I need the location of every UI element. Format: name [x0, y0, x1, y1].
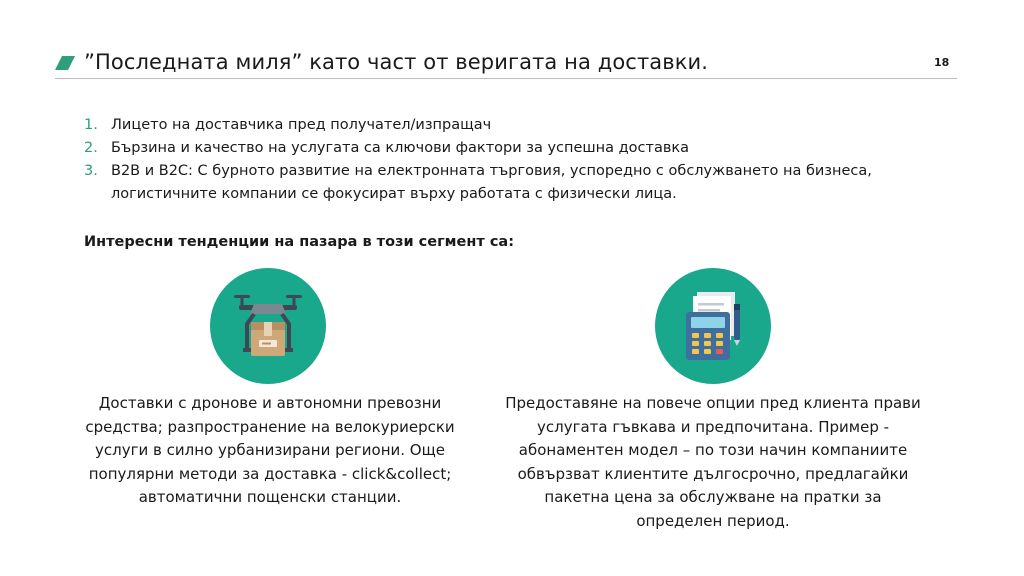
terminal-icon-circle	[655, 268, 771, 384]
list-item-text: Бързина и качество на услугата са ключови фактори за успешна доставка	[111, 140, 690, 156]
list-item-number: 2.	[84, 140, 98, 156]
list-item	[84, 114, 884, 137]
drone-delivery-icon	[210, 268, 326, 384]
title-accent-icon	[55, 56, 75, 70]
drone-icon-circle	[210, 268, 326, 384]
list-item	[84, 160, 884, 206]
trend-text-drones: Доставки с дронове и автономни превозни средства; разпространение на велокуриерски услуги в силно урбанизирани региони. Още популярни методи за доставка - click&collect; автоматични пощенски станции.	[85, 394, 455, 506]
list-item-text: B2B и B2C: С бурното развитие на електронната търговия, успоредно с обслужването на бизнеса, логистичните компании се фокусират върху работата с физически лица.	[111, 163, 872, 202]
list-item	[84, 137, 884, 160]
page-title: ”Последната миля” като част от веригата на доставки.	[84, 50, 709, 74]
title-divider	[55, 78, 957, 79]
payment-terminal-icon	[655, 268, 771, 384]
list-item-text: Лицето на доставчика пред получател/изпращач	[111, 117, 492, 133]
trend-text-options: Предоставяне на повече опции пред клиента прави услугата гъвкава и предпочитана. Пример - абонаментен модел – по този начин компаниите обвързват клиентите дългосрочно, предлагайки пакетна цена за обслужване на пратки за определен период.	[505, 394, 921, 530]
key-points-list	[84, 114, 884, 206]
section-subheading: Интересни тенденции на пазара в този сегмент са:	[84, 234, 515, 250]
list-item-number: 1.	[84, 117, 98, 133]
page-number: 18	[934, 56, 950, 69]
list-item-number: 3.	[84, 163, 98, 179]
